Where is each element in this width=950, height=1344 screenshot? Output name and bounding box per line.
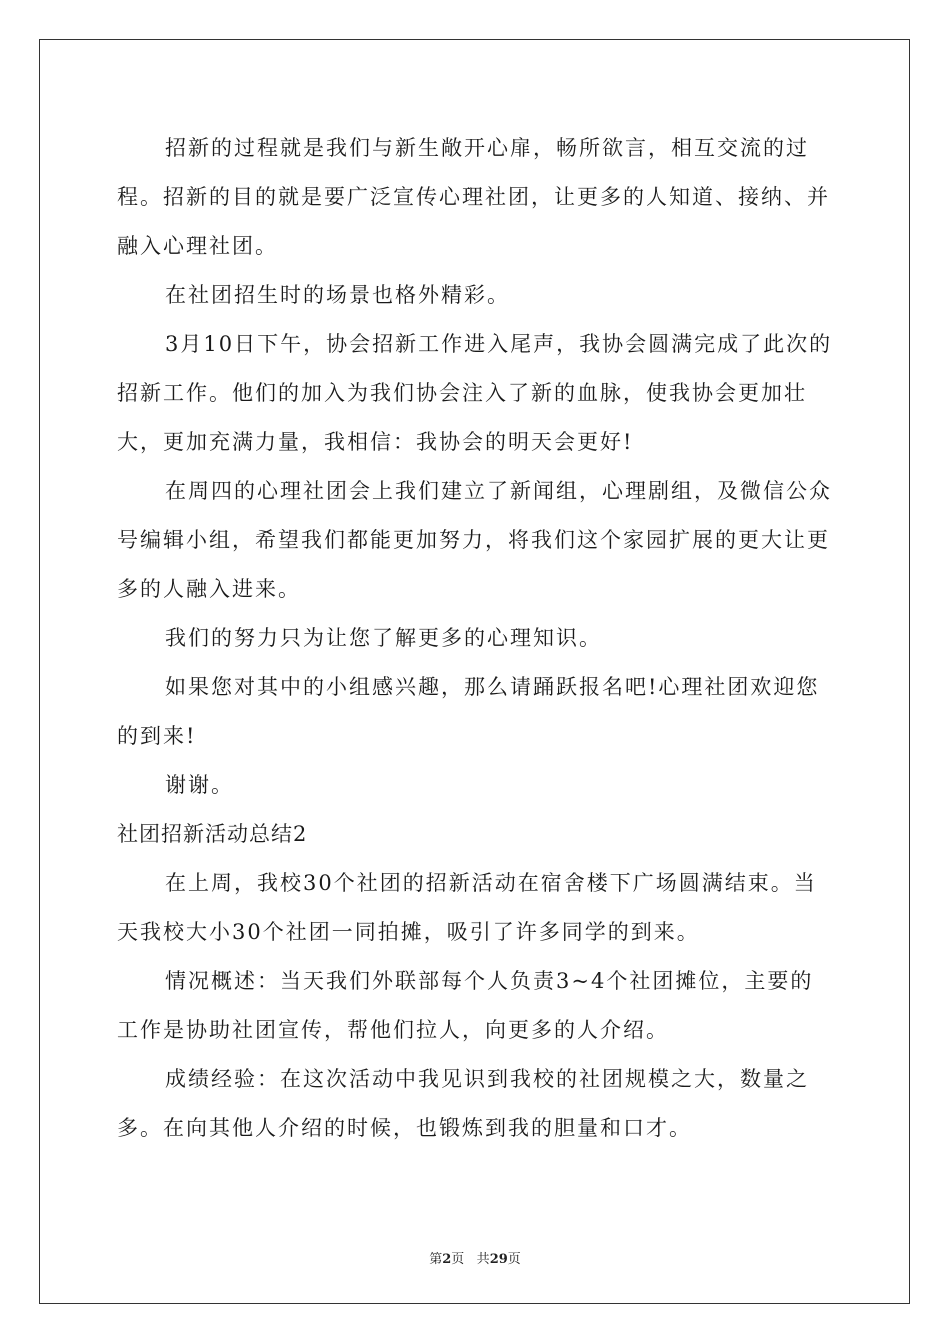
paragraph: 3月10日下午，协会招新工作进入尾声，我协会圆满完成了此次的招新工作。他们的加入为我们协会注入了新的血脉，使我协会更加壮大，更加充满力量，我相信：我协会的明天会更好!: [117, 332, 833, 454]
page-number: 2: [442, 1252, 452, 1267]
total-suffix: 页: [507, 1252, 521, 1267]
paragraph: 在社团招生时的场景也格外精彩。: [165, 283, 510, 307]
page-prefix: 第: [429, 1252, 443, 1267]
paragraph: 在周四的心理社团会上我们建立了新闻组，心理剧组，及微信公众号编辑小组，希望我们都能更加努力，将我们这个家园扩展的更大让更多的人融入进来。: [117, 479, 832, 601]
section-heading: 社团招新活动总结2: [117, 822, 308, 846]
total-prefix: 共: [476, 1252, 490, 1267]
page-footer: [0, 1248, 950, 1267]
paragraph: 谢谢。: [165, 773, 234, 797]
total-pages: 29: [489, 1252, 508, 1267]
paragraph: 成绩经验：在这次活动中我见识到我校的社团规模之大，数量之多。在向其他人介绍的时候，也锻炼到我的胆量和口才。: [117, 1067, 809, 1140]
page-suffix: 页: [451, 1252, 465, 1267]
document-body: [117, 124, 835, 1153]
paragraph: 情况概述：当天我们外联部每个人负责3~4个社团摊位，主要的工作是协助社团宣传，帮他们拉人，向更多的人介绍。: [117, 969, 814, 1042]
paragraph: 我们的努力只为让您了解更多的心理知识。: [165, 626, 602, 650]
paragraph: 在上周，我校30个社团的招新活动在宿舍楼下广场圆满结束。当天我校大小30个社团一同拍摊，吸引了许多同学的到来。: [117, 871, 817, 944]
paragraph: 如果您对其中的小组感兴趣，那么请踊跃报名吧!心理社团欢迎您的到来!: [117, 675, 820, 748]
paragraph: 招新的过程就是我们与新生敞开心扉，畅所欲言，相互交流的过程。招新的目的就是要广泛宣传心理社团，让更多的人知道、接纳、并融入心理社团。: [117, 136, 830, 258]
